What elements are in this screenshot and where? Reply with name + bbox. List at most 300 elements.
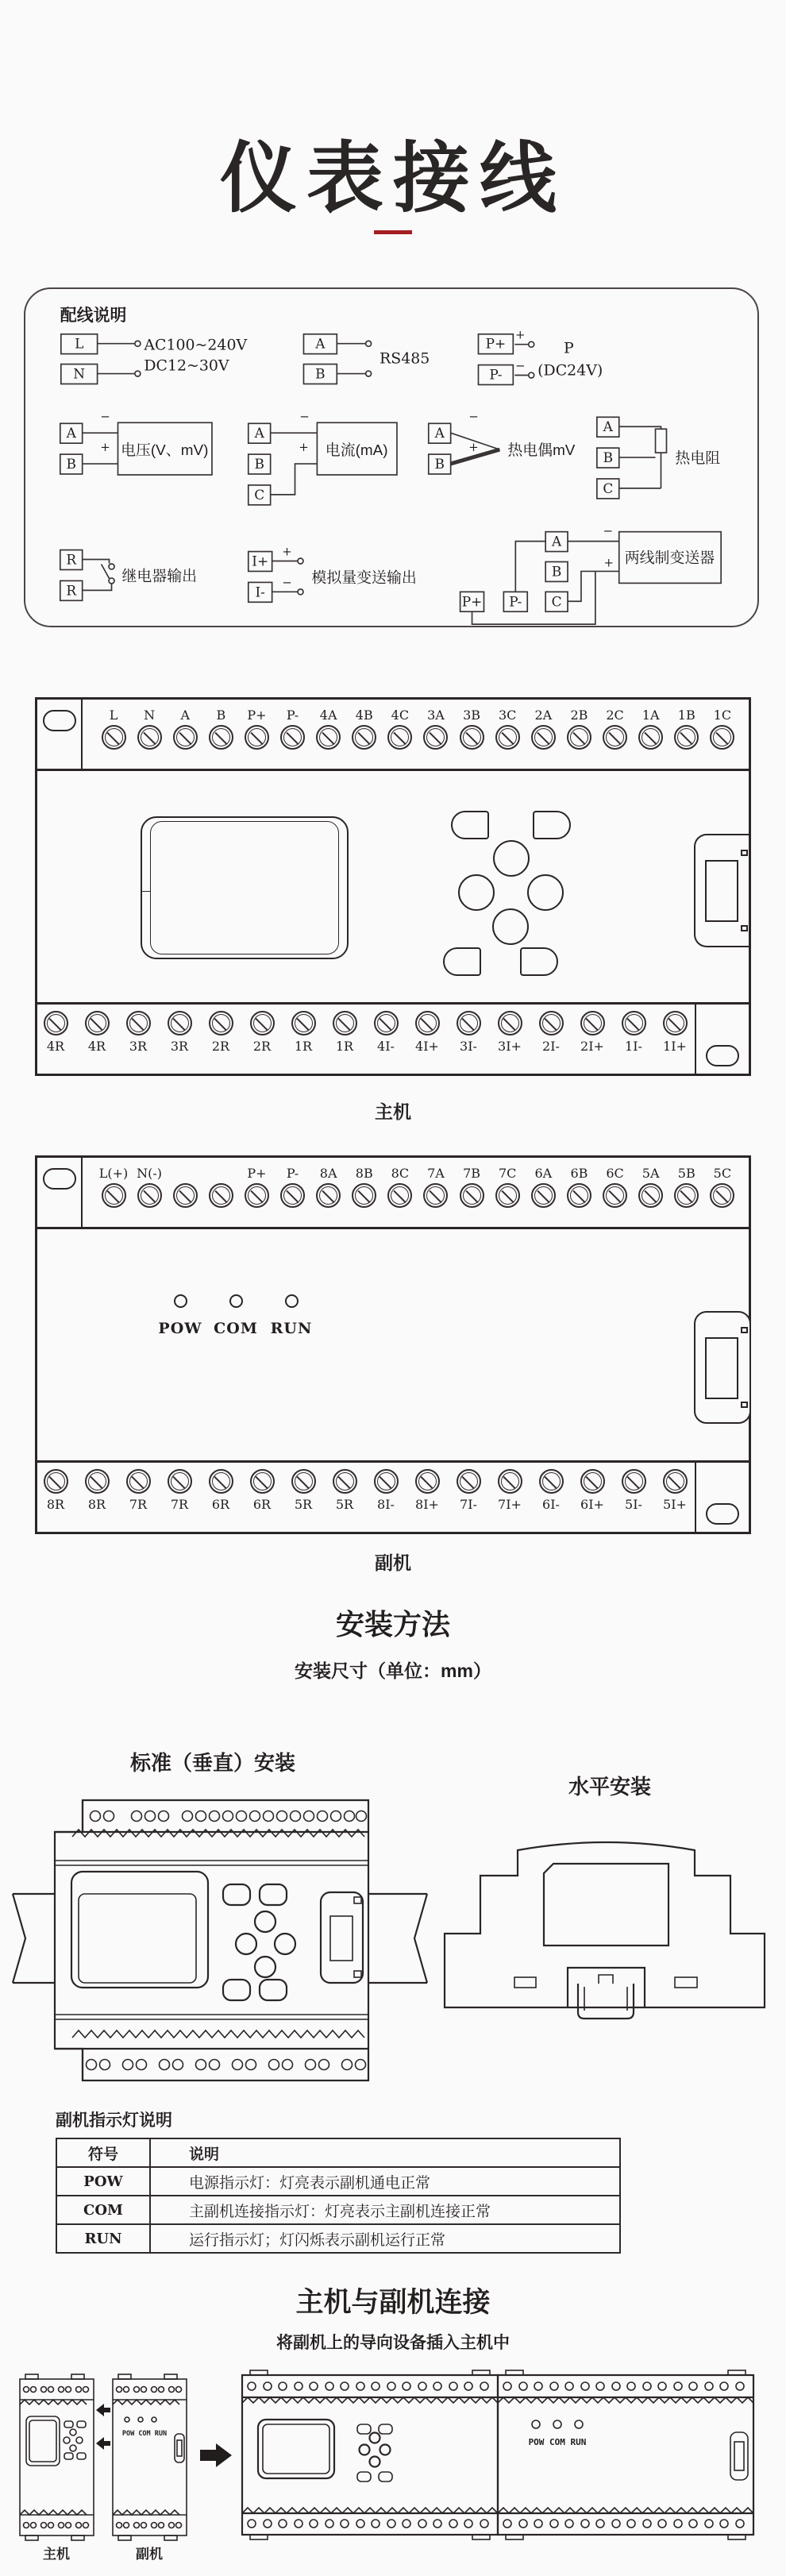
mini-led-labels: POW COM RUN [528,2437,587,2447]
wiring-group-current [249,409,397,505]
screw-icon [674,1183,699,1208]
terminal [166,1469,193,1532]
terminal [315,1166,342,1227]
status-led [270,1294,313,1337]
installation-diagrams [11,1787,775,2088]
terminal-label: 7I+ [498,1497,522,1512]
screw-icon [352,725,376,750]
terminal [331,1469,358,1532]
mount-hole [706,1503,739,1525]
wiring-group-thermocouple [429,409,576,474]
screw-icon [209,1011,233,1035]
aux-power-spec: (DC24V) [537,361,603,380]
analog-out-label: 模拟量变送输出 [311,569,417,587]
terminal-label: P+ [461,593,483,610]
terminal [387,1166,414,1227]
wiring-group-aux-power-out [479,328,603,385]
terminal [422,1166,449,1227]
joined-secondary-unit [498,2370,753,2539]
minus-mark: − [100,409,110,424]
page-title: 仪表接线 [220,135,566,222]
screw-icon [415,1011,440,1035]
profile-display [544,1864,668,1945]
terminal-label: 2B [570,708,588,723]
terminal-label: I+ [252,553,269,569]
wiring-group-power [61,334,248,384]
joined-main-unit [242,2370,498,2539]
terminal-label: 5I- [625,1497,642,1512]
terminal-teeth [72,1830,364,1837]
terminal [243,1166,270,1227]
screw-icon [352,1183,376,1208]
terminal-teeth [72,2030,364,2038]
screw-icon [137,1183,162,1208]
screw-icon [250,1469,275,1494]
screw-icon [415,1469,440,1494]
terminal-label: 5R [335,1497,354,1512]
top-terminal-holes [91,1811,367,1822]
terminal-label: A [434,425,445,442]
terminal [125,1011,152,1074]
status-led-row [158,1294,313,1337]
terminal-label: 2R [211,1039,230,1054]
terminal-label: 8R [87,1497,106,1512]
terminal [42,1469,69,1532]
terminal [602,1166,629,1227]
terminal-label: 3B [463,708,481,723]
screw-icon [44,1469,68,1494]
screw-icon [638,1183,663,1208]
terminal-label: 6I- [542,1497,560,1512]
screw-icon [374,1469,399,1494]
terminal [279,1166,306,1227]
screw-icon [674,725,699,750]
terminal [171,708,198,769]
screw-icon [710,1183,734,1208]
screw-icon [457,1011,481,1035]
plus-mark: + [468,440,479,455]
terminal [565,708,592,769]
lcd-display [141,816,349,959]
wiring-group-rtd [597,417,720,499]
terminal-label: 6B [570,1166,588,1181]
bottom-terminal-holes [87,2060,366,2070]
screw-icon [209,1183,233,1208]
wiring-group-voltage [60,409,212,475]
terminal-label: 1R [294,1039,313,1054]
led-description-cell: 主副机连接指示灯：灯亮表示主副机连接正常 [150,2196,620,2224]
terminal [136,708,163,769]
status-led [214,1294,258,1337]
screw-icon [498,1011,522,1035]
led-indicator-icon [285,1294,299,1308]
terminal [494,708,521,769]
terminal [171,1166,198,1227]
minus-mark: − [299,409,310,424]
terminal-label: 8I- [377,1497,395,1512]
terminal-label: 3A [427,708,445,723]
secondary-bottom-terminals [37,1463,695,1532]
minus-mark: − [282,575,292,590]
minus-mark: − [515,358,526,373]
terminal [537,1011,564,1074]
up-button [493,840,530,877]
terminal [290,1011,317,1074]
terminal-label: 8C [391,1166,410,1181]
table-row [56,2196,620,2224]
screw-icon [567,725,591,750]
led-description-cell: 电源指示灯：灯亮表示副机通电正常 [150,2167,620,2196]
terminal [83,1011,110,1074]
mini-main-unit [20,2374,94,2540]
terminal-label: B [603,449,614,466]
connector-notch [741,1327,748,1333]
terminal-label: 6A [534,1166,553,1181]
mount-hole [43,710,76,731]
function-button [533,811,571,839]
screw-icon [495,1183,520,1208]
foot [675,1977,697,1988]
terminal [579,1011,606,1074]
wiring-group-relay [60,550,197,601]
terminal-label: 1C [713,708,732,723]
terminal-label: 4I+ [415,1039,439,1054]
wiring-group-rs485 [303,334,430,384]
terminal-label: 3I- [460,1039,477,1054]
terminal [661,1011,688,1074]
terminal-label: C [551,593,562,610]
led-description-cell: 运行指示灯；灯闪烁表示副机运行正常 [150,2224,620,2253]
terminal [530,1166,557,1227]
terminal [136,1166,163,1227]
terminal [709,1166,736,1227]
screw-icon [245,725,269,750]
terminal-label: R [66,551,77,568]
screw-icon [531,1183,556,1208]
terminal-label: 2R [252,1039,272,1054]
main-bottom-terminals [37,1005,695,1074]
connector-notch [741,850,748,856]
screw-icon [316,1183,341,1208]
lcd-display-outline [71,1872,208,1988]
transmitter-label: 两线制变送器 [624,550,715,567]
terminal [565,1166,592,1227]
terminal-label: 1I+ [663,1039,687,1054]
plus-mark: + [515,327,526,342]
din-clip [578,1984,634,2019]
terminal [290,1469,317,1532]
mount-hole-cell [695,1005,749,1074]
screw-icon [126,1469,151,1494]
main-top-terminals [83,700,749,769]
led-indicator-icon [174,1294,187,1308]
terminal-label: 4C [391,708,410,723]
terminal-label: A [180,708,190,723]
right-button [527,874,564,911]
terminal-label: 1B [677,708,695,723]
screw-icon [102,725,126,750]
terminal [638,1166,665,1227]
terminal [42,1011,69,1074]
led-table [56,2138,621,2254]
screw-icon [333,1469,357,1494]
terminal-label: 7R [129,1497,148,1512]
secondary-bottom-terminal-strip [37,1460,749,1532]
mount-hole-cell [37,1158,83,1227]
power-range-ac: AC100~240V [144,336,248,354]
led-table-body [56,2167,620,2253]
screw-icon [209,1469,233,1494]
terminal-label: 3R [170,1039,189,1054]
led-label: RUN [270,1320,313,1337]
led-symbol-cell: COM [56,2196,150,2224]
guide-device-connector [694,1311,751,1424]
screw-icon [280,1183,305,1208]
screw-icon [126,1011,151,1035]
wiring-legend-title: 配线说明 [60,306,127,325]
table-row [56,2224,620,2253]
current-label: 电流(mA) [325,442,388,460]
terminal [351,708,378,769]
terminal [414,1011,441,1074]
terminal-label: 4B [355,708,373,723]
terminal-label: A [254,425,264,442]
screw-icon [460,725,484,750]
terminal [638,708,665,769]
terminal [315,708,342,769]
terminal [372,1469,399,1532]
minus-mark: − [603,523,614,538]
mini-led-labels: POW COM RUN [121,2430,168,2438]
screw-icon [567,1183,591,1208]
secondary-top-terminals [83,1158,749,1227]
screw-icon [495,725,520,750]
terminal [579,1469,606,1532]
terminal [458,708,485,769]
terminal-label: 5I+ [663,1497,687,1512]
terminal-label: 3C [498,708,517,723]
terminal-label: N [73,365,86,382]
terminal-label: 1R [335,1039,354,1054]
mount-hole [43,1168,76,1190]
terminal-label: P- [489,366,503,383]
down-button [492,908,529,945]
led-symbol-cell: POW [56,2167,150,2196]
terminal-label: P+ [247,708,267,723]
vertical-install-label: 标准（垂直）安装 [129,1751,295,1775]
thermocouple-label: 热电偶mV [507,442,576,460]
terminal [166,1011,193,1074]
terminal-label: B [315,365,326,382]
screw-icon [85,1469,110,1494]
terminal-label: R [66,582,77,599]
resistor-symbol [656,429,667,453]
terminal-label: B [551,563,562,580]
screw-icon [168,1011,192,1035]
relay-label: 继电器输出 [121,568,198,585]
screw-icon [580,1469,605,1494]
terminal [602,708,629,769]
terminal-label: C [254,486,265,503]
voltage-label: 电压(V、mV) [121,442,209,460]
terminal-label: P- [286,1166,299,1181]
horizontal-install-device [445,1842,765,2019]
screw-icon [603,725,627,750]
mount-hole-cell [37,700,83,769]
terminal [207,1469,234,1532]
terminal-label: 4R [46,1039,65,1054]
screw-icon [423,1183,448,1208]
terminal-label: A [551,533,562,550]
screw-icon [44,1011,68,1035]
terminal-label: I- [255,584,265,600]
screw-icon [291,1011,316,1035]
terminal-label: 6R [252,1497,272,1512]
mount-hole-cell [695,1463,749,1532]
secondary-top-terminal-strip [37,1158,749,1229]
din-clip-tab [599,1975,613,1984]
screw-icon [374,1011,399,1035]
left-button [458,874,495,911]
terminal [709,708,736,769]
power-range-dc: DC12~30V [144,357,229,375]
terminal-label: B [254,456,264,472]
screw-icon [460,1183,484,1208]
screw-icon [137,725,162,750]
header-description: 说明 [150,2138,620,2167]
terminal-label: 8I+ [415,1497,439,1512]
wiring-group-transmitter [460,524,722,625]
terminal-label: L(+) [98,1166,129,1181]
terminal-label: 2A [534,708,553,723]
screw-icon [539,1469,564,1494]
header-symbol: 符号 [56,2138,150,2167]
terminal-label: 4A [319,708,337,723]
terminal-label: 1I- [625,1039,642,1054]
vertical-install-device [55,1800,368,2080]
led-table-header-row [56,2138,620,2167]
key-cluster-outline [223,1884,295,2000]
terminal-label: L [75,335,84,352]
side-connector-outline [321,1892,363,1983]
terminal [83,1469,110,1532]
plus-mark: + [603,555,615,570]
connection-heading: 主机与副机连接 [295,2287,491,2318]
terminal [422,708,449,769]
connection-instruction: 将副机上的导向设备插入主机中 [276,2334,510,2352]
insert-arrow-icon [96,2404,110,2416]
screw-icon [209,725,233,750]
led-symbol-cell: RUN [56,2224,150,2253]
terminal-label: 2I- [542,1039,560,1054]
terminal [331,1011,358,1074]
main-unit-diagram [35,697,751,1076]
terminal [372,1011,399,1074]
plus-mark: + [299,440,309,455]
plus-mark: + [100,440,110,455]
status-led [158,1294,202,1337]
screw-icon [387,1183,412,1208]
screw-icon [387,725,412,750]
terminal [661,1469,688,1532]
screw-icon [291,1469,316,1494]
terminal-label: 5R [294,1497,313,1512]
terminal-label: 3R [129,1039,148,1054]
screw-icon [603,1183,627,1208]
screw-icon [622,1011,646,1035]
terminal [125,1469,152,1532]
terminal [243,708,270,769]
installation-heading: 安装方法 [335,1608,450,1641]
terminal [387,708,414,769]
terminal [496,1469,523,1532]
terminal [207,708,234,769]
terminal-label: A [603,418,613,435]
terminal [494,1166,521,1227]
screw-icon [280,725,305,750]
screw-icon [173,1183,198,1208]
terminal-label: C [603,480,614,496]
terminal [530,708,557,769]
terminal [620,1469,647,1532]
terminal [620,1011,647,1074]
mount-hole [706,1045,739,1066]
main-unit-caption: 主机 [375,1101,411,1122]
insert-arrow-icon [96,2437,110,2450]
led-label: POW [158,1320,202,1337]
screw-icon [85,1011,110,1035]
connector-slot [705,1337,738,1399]
screw-icon [638,725,663,750]
screw-icon [173,725,198,750]
horizontal-install-label: 水平安装 [568,1775,651,1799]
terminal [100,708,127,769]
terminal-label: 5B [677,1166,695,1181]
connector-notch [741,925,748,931]
terminal-label: B [66,456,76,472]
terminal [249,1469,275,1532]
wiring-legend-diagram [25,289,757,627]
key-cluster [443,811,594,976]
aux-power-name: P [564,339,574,357]
terminal-label: 5C [713,1166,732,1181]
installation-dimension-note: 安装尺寸（单位：mm） [295,1660,491,1681]
terminal-label: 8B [355,1166,373,1181]
terminal [673,708,700,769]
terminal-label: 8A [319,1166,337,1181]
terminal-label: 1A [642,708,660,723]
mini-secondary-unit [113,2374,187,2540]
terminal-label: 6I+ [580,1497,604,1512]
terminal-label: 4R [87,1039,106,1054]
terminal [455,1469,482,1532]
terminal [207,1011,234,1074]
screw-icon [663,1469,688,1494]
terminal-label: 7A [427,1166,445,1181]
minus-mark: − [468,409,479,424]
terminal-label: 7I- [460,1497,477,1512]
terminal [207,1166,234,1227]
terminal [279,708,306,769]
plus-mark: + [282,544,292,559]
terminal-label: A [66,425,76,442]
screw-icon [539,1011,564,1035]
terminal-label: 2I+ [580,1039,604,1054]
terminal [455,1011,482,1074]
terminal-label: 5A [642,1166,660,1181]
wiring-group-analog-out [249,545,417,603]
terminal-label: 8R [46,1497,65,1512]
